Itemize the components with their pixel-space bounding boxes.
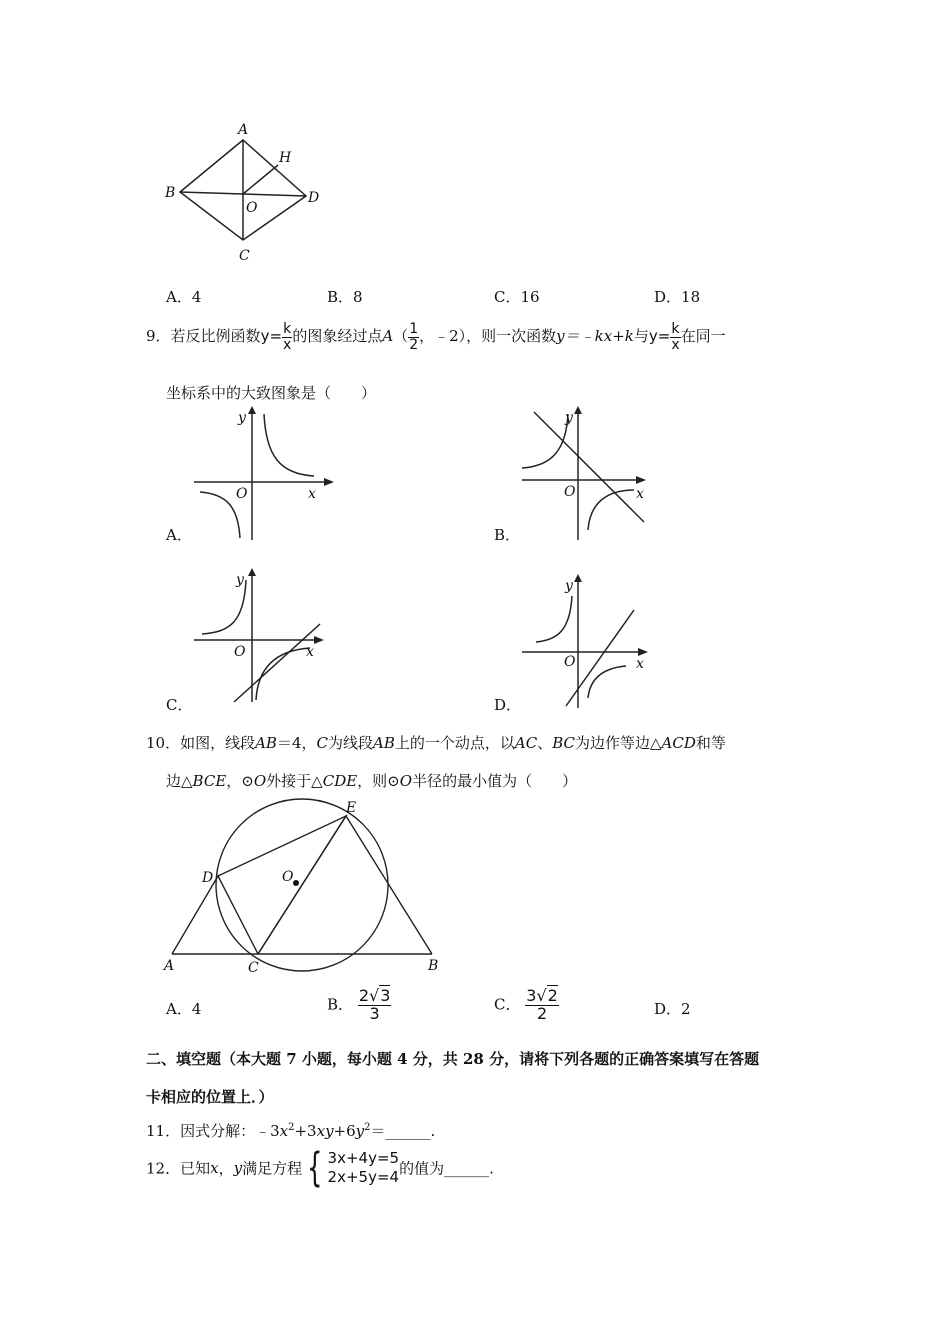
q10-option-a[interactable]: A．4 [166,1000,202,1018]
graph-d[interactable] [518,574,668,709]
label-c: C [248,960,259,976]
q9-stem-line2: 坐标系中的大致图象是（ ） [166,384,377,402]
q10-option-c[interactable]: C． $\frac{3√2}{2}$ [494,986,558,1023]
label-o: O [246,200,258,216]
axis-x-label: x [636,656,644,672]
q9-option-d[interactable]: D． [494,696,522,714]
equation-system: 3x+4y=5 2x+5y=4 [327,1148,400,1186]
q10-stem: 10．如图，线段AB＝4，C为线段AB上的一个动点，以AC、BC为边作等边△ACD和等 [146,734,726,752]
circle-triangles-figure [160,796,450,976]
axis-y-label: y [236,572,244,588]
section-heading-line2: 卡相应的位置上．） [146,1088,274,1106]
label-h: H [279,150,292,166]
section-heading: 二、填空题（本大题 7 小题，每小题 4 分，共 28 分，请将下列各题的正确答案填写在答题 [146,1050,760,1068]
axis-x-label: x [636,486,644,502]
graph-b[interactable] [518,406,668,541]
label-d: D [202,870,214,886]
q8-option-d[interactable]: D．18 [654,288,701,306]
q9-stem: 9．若反比例函数y= $\frac{k}{x}$ 的图象经过点A（ $\frac{1}{2}$ ，﹣2），则一次函数y＝﹣kx+k与y= $\frac{k}{x}$ 在同一 [146,321,726,353]
rhombus-figure [160,118,340,268]
label-d: D [308,190,320,206]
q11-stem: 11．因式分解：$﹣3x^2+3xy+6y^2=\_\_\_\_\_\_$. [146,1122,436,1140]
brace-icon: { [307,1145,323,1191]
axis-origin-label: O [564,654,576,670]
q9-option-c[interactable]: C． [166,696,193,714]
q8-option-b[interactable]: B．8 [327,288,363,306]
axis-y-label: y [565,578,573,594]
q8-option-c[interactable]: C．16 [494,288,540,306]
label-b: B [428,958,439,974]
axis-origin-label: O [236,486,248,502]
axis-y-label: y [238,410,246,426]
q10-option-b[interactable]: B． $\frac{2√3}{3}$ [327,986,391,1023]
label-b: B [165,185,176,201]
label-a: A [164,958,175,974]
q10-option-d[interactable]: D．2 [654,1000,691,1018]
label-e: E [346,800,357,816]
q9-option-b[interactable]: B． [494,526,521,544]
label-c: C [239,248,250,264]
q10-stem-line2: 边△BCE，⊙O外接于△CDE，则⊙O半径的最小值为（ ） [166,772,578,790]
graph-c[interactable] [190,568,340,703]
graph-a[interactable] [190,406,340,541]
axis-x-label: x [308,486,316,502]
axis-y-label: y [565,410,573,426]
axis-origin-label: O [234,644,246,660]
q9-option-a[interactable]: A． [166,526,192,544]
label-a: A [238,122,249,138]
q12-stem: 12．已知x，y满足方程 { 3x+4y=5 2x+5y=4 的值为______. [146,1145,494,1191]
label-o: O [282,869,294,885]
axis-origin-label: O [564,484,576,500]
axis-x-label: x [306,644,314,660]
q8-option-a[interactable]: A．4 [166,288,202,306]
